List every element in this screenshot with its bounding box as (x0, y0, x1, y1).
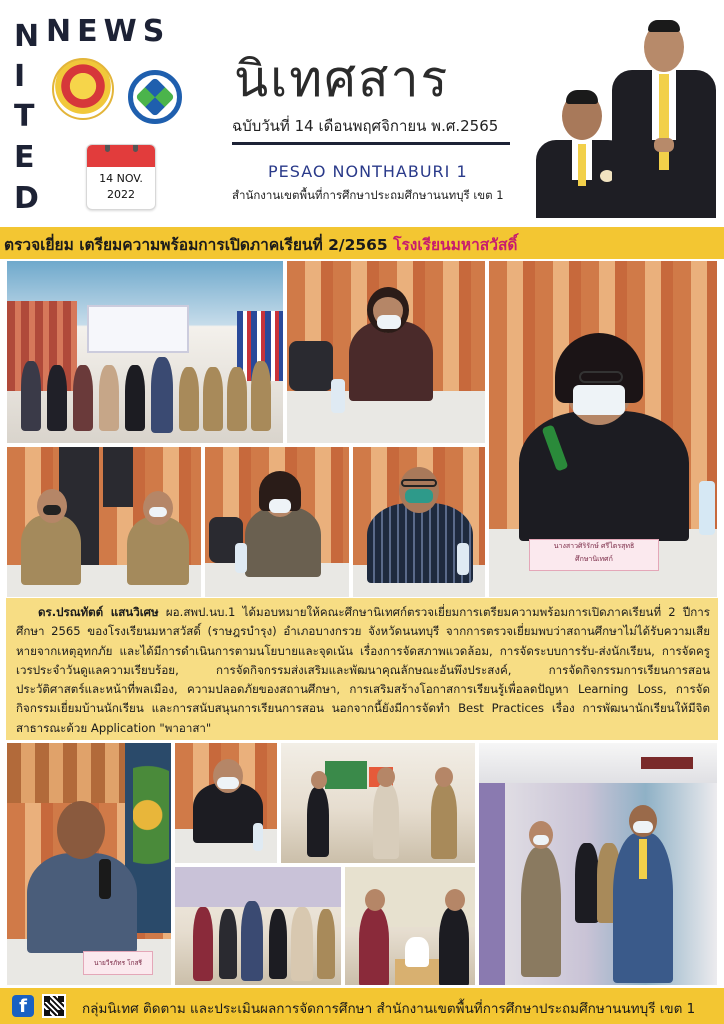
photo-students (6, 446, 202, 598)
headline-school: โรงเรียนมหาสวัสดิ์ (393, 236, 518, 254)
article-body: ผอ.สพป.นบ.1 ได้มอบหมายให้คณะศึกษานิเทศก์ตรวจเยี่ยมการเตรียมความพร้อมการเปิดภาคเรียนที่ 2 ปีการศึกษา 2565 ของโรงเรียนมหาสวัสดิ์ (ราษฎรบำรุง) อำเภอบางกรวย จังหวัดนนทบุรี จากการตรวจเยี่ยมพบว่าสถานศึกษาไม่ได้รับความเสียหายจากเหตุอุทกภัย และได้มีการดำเนินการตามนโยบายและจุดเน้น เรื่องการจัดสภาพแวดล้อม, การจัดระบบการรับ-ส่งนักเรียน, การจัดครูเวรประจำวันดูแลความเรียบร้อย, การจัดกิจกรรมส่งเสริมและพัฒนาคุณลักษณะอันพึงประสงค์, การจัดกิจกรรมการเรียนการสอนประวัติศาสตร์และหน้าที่พลเมือง, ความปลอดภัยของสถานศึกษา, การเสริมสร้างโอกาสการเรียนรู้เพื่อลดปัญหา Learning Loss, การจัดกิจกรรมเยี่ยมบ้านนักเรียน และการสนับสนุนการเรียนการสอน นอกจากนี้ยังมีการจัดทำ Best Practices เรื่อง การพัฒนานักเรียนให้มีจิตสาธารณะด้วย Application "พาอาสา" (16, 605, 710, 735)
article-box (6, 598, 718, 740)
calendar-icon (86, 144, 156, 210)
article-text (16, 603, 710, 738)
obec-logo (52, 58, 114, 120)
photo-classroom (344, 866, 476, 986)
quality-logo (128, 70, 182, 124)
photo-speaker-3 (204, 446, 350, 598)
qr-code-icon[interactable] (42, 994, 66, 1018)
photo-speaker-1 (286, 260, 486, 444)
article-author: ดร.ปรณทัตต์ แสนวิเศษ (38, 605, 159, 619)
photo-speaker-6 (174, 742, 278, 864)
side-letter-e: E (14, 140, 35, 175)
nameplate-name-5: นายวีรภัทร โกสรี (93, 959, 143, 967)
calendar-day: 14 NOV. (99, 172, 143, 185)
headline-main: ตรวจเยี่ยม เตรียมความพร้อมการเปิดภาคเรียนที่ 2/2565 (4, 236, 388, 254)
calendar-year: 2022 (107, 188, 135, 201)
nameplate-speaker-2 (529, 539, 659, 571)
photo-group-hall (174, 866, 342, 986)
photo-speaker-2 (488, 260, 718, 598)
side-letter-t: T (14, 99, 35, 134)
org-name-th: สำนักงานเขตพื้นที่การศึกษาประถมศึกษานนทบุรี เขต 1 (232, 188, 504, 202)
title-divider (232, 142, 510, 145)
news-word: NEWS (46, 14, 171, 49)
side-letter-d: D (14, 181, 39, 216)
nameplate-title-2: ศึกษานิเทศก์ (575, 555, 613, 563)
nameplate-name-2: นางสาวศิริรักษ์ ศรีไตรสุทธิ (553, 542, 635, 550)
footer-text: กลุ่มนิเทศ ติดตาม และประเมินผลการจัดการศึกษา สำนักงานเขตพื้นที่การศึกษาประถมศึกษานนทบุรี เขต 1 (82, 1001, 696, 1017)
photo-speaker-4 (352, 446, 486, 598)
headline-bar (0, 227, 724, 259)
photo-speaker-5 (6, 742, 172, 986)
side-letter-n: N (14, 19, 40, 54)
facebook-icon[interactable]: f (12, 995, 34, 1017)
side-letter-i: I (14, 59, 26, 94)
photo-classroom-walk (280, 742, 476, 864)
newsletter-title: นิเทศสาร (234, 50, 450, 108)
photo-group-meeting (6, 260, 284, 444)
footer-bar (0, 988, 724, 1024)
issue-date: ฉบับวันที่ 14 เดือนพฤศจิกายน พ.ศ.2565 (232, 117, 499, 135)
photo-corridor (478, 742, 718, 986)
portrait-deputy (608, 18, 720, 218)
nameplate-speaker-5 (83, 951, 153, 975)
org-name-en: PESAO NONTHABURI 1 (268, 162, 468, 181)
